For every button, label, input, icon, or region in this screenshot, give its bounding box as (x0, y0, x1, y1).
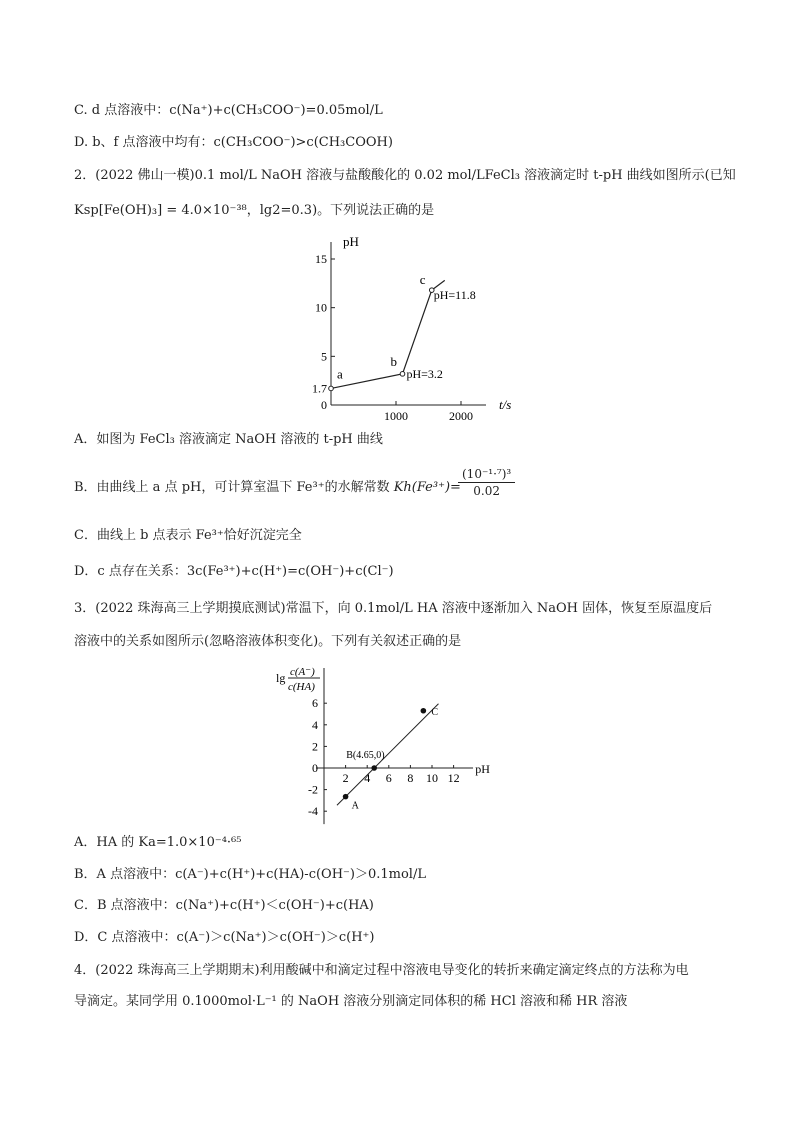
fraction-numerator: (10⁻¹·⁷)³ (458, 466, 515, 483)
x-tick-label: 8 (407, 771, 414, 785)
x-tick-label: 12 (447, 771, 460, 785)
question-3-option-c: C．B 点溶液中：c(Na⁺)+c(H⁺)＜c(OH⁻)+c(HA) (74, 898, 374, 913)
question-3-option-a: A．HA 的 Ka=1.0×10⁻⁴·⁶⁵ (74, 835, 242, 850)
question-4-stem-line1: 4．(2022 珠海高三上学期期末)利用酸碱中和滴定过程中溶液电导变化的转折来确定滴定终点的方法称为电 (74, 963, 689, 978)
data-point-a (329, 386, 334, 391)
question-2-stem-line2: Ksp[Fe(OH)₃] = 4.0×10⁻³⁸，lg2=0.3)。下列说法正确的是 (74, 203, 435, 218)
point-label-B: B(4.65,0) (346, 750, 385, 761)
y-tick-label: 0 (312, 761, 318, 775)
question-3-option-d: D．C 点溶液中：c(A⁻)＞c(Na⁺)＞c(OH⁻)＞c(H⁺) (74, 930, 375, 945)
y-axis-label: pH (343, 234, 359, 249)
data-point-B (371, 765, 377, 771)
point-label-c: c (419, 272, 426, 288)
y-tick-label: -4 (308, 804, 318, 819)
y-tick-label: 6 (312, 696, 318, 711)
y-tick-label: 0 (321, 398, 327, 412)
question-3-stem-line1: 3．(2022 珠海高三上学期摸底测试)常温下，向 0.1mol/L HA 溶液中逐渐加入 NaOH 固体，恢复至原温度后 (74, 601, 713, 616)
y-tick-label: 1.7 (312, 381, 327, 396)
annotation-b: pH=3.2 (406, 366, 443, 381)
kh-expression: Kh(Fe³⁺)= (393, 480, 461, 495)
x-tick-label: 2 (342, 771, 349, 785)
option-d-previous: D. b、f 点溶液中均有：c(CH₃COO⁻)>c(CH₃COOH) (74, 135, 393, 150)
data-point-A (343, 794, 349, 800)
fraction-denominator: 0.02 (473, 484, 500, 498)
x-tick-label: 1000 (384, 409, 408, 423)
question-4-stem-line2: 导滴定。某同学用 0.1000mol·L⁻¹ 的 NaOH 溶液分别滴定同体积的稀 HCl 溶液和稀 HR 溶液 (74, 994, 628, 1009)
kh-fraction (458, 466, 515, 499)
x-axis-label: pH (475, 762, 490, 776)
option-c-previous: C. d 点溶液中：c(Na⁺)+c(CH₃COO⁻)=0.05mol/L (74, 103, 383, 118)
question-3-option-b: B．A 点溶液中：c(A⁻)+c(H⁺)+c(HA)-c(OH⁻)＞0.1mol/L (74, 867, 426, 882)
point-label-A: A (351, 800, 359, 812)
question-2-option-d: D．c 点存在关系：3c(Fe³⁺)+c(H⁺)=c(OH⁻)+c(Cl⁻) (74, 564, 394, 579)
x-tick-label: 2000 (449, 409, 473, 423)
y-axis-label-lg: lg (276, 671, 286, 685)
y-tick-label: 4 (312, 717, 318, 732)
question-2-option-c: C．曲线上 b 点表示 Fe³⁺恰好沉淀完全 (74, 528, 302, 543)
x-tick-label: 4 (364, 771, 371, 785)
x-tick-label: 10 (426, 771, 438, 785)
data-point-C (421, 708, 427, 714)
lg-ratio-ph-chart (268, 662, 528, 822)
y-tick-label: 15 (315, 252, 327, 266)
question-2-stem-line1: 2．(2022 佛山一模)0.1 mol/L NaOH 溶液与盐酸酸化的 0.02 mol/LFeCl₃ 溶液滴定时 t-pH 曲线如图所示(已知 (74, 168, 736, 183)
y-axis-label-denominator: c(HA) (288, 681, 315, 693)
question-3-stem-line2: 溶液中的关系如图所示(忽略溶液体积变化)。下列有关叙述正确的是 (74, 634, 462, 649)
y-tick-label: -2 (308, 782, 318, 797)
point-label-b: b (390, 353, 397, 369)
question-2-option-b (74, 479, 461, 497)
x-tick-label: 6 (385, 771, 392, 785)
y-tick-label: 10 (315, 300, 327, 315)
point-label-a: a (337, 366, 343, 382)
y-axis-label-numerator: c(A⁻) (290, 666, 315, 678)
y-tick-label: 5 (321, 349, 327, 364)
titration-t-ph-chart (300, 232, 512, 423)
x-axis-label: t/s (499, 397, 512, 412)
question-2-option-a: A．如图为 FeCl₃ 溶液滴定 NaOH 溶液的 t-pH 曲线 (74, 432, 383, 447)
point-label-C: C (431, 706, 439, 718)
data-point-b (400, 372, 405, 377)
annotation-c: pH=11.8 (433, 288, 476, 303)
y-tick-label: 2 (312, 739, 318, 754)
option-b-text: B．由曲线上 a 点 pH，可计算室温下 Fe³⁺的水解常数 (74, 480, 390, 495)
